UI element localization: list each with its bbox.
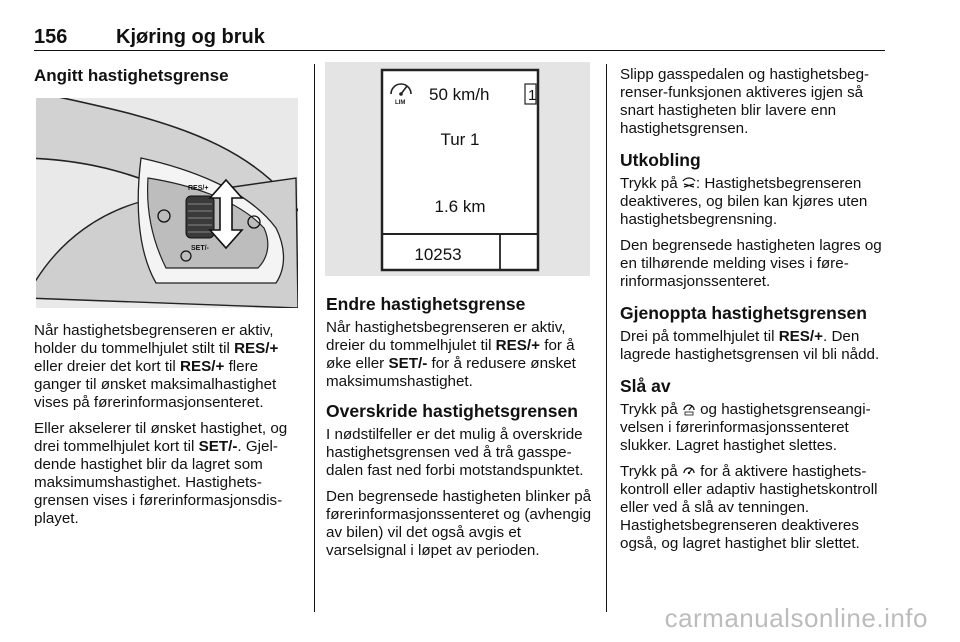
steering-wheel-drawing <box>36 98 298 308</box>
column-divider-2 <box>606 64 607 612</box>
chapter-title: Kjøring og bruk <box>116 26 265 48</box>
column-divider-1 <box>314 64 315 612</box>
paragraph-change-limit: Når hastighetsbegrenseren er aktiv, dreier du tommelhjulet til RES/+ for å øke eller SET/- for å redusere ønsket maksimumshastighet. <box>326 319 576 390</box>
page-badge: 1 <box>528 87 537 104</box>
paragraph-accelerate-set: Eller akselerer til ønsket hastighet, og drei tommelhjulet kort til SET/-. Gjeldende hastighet blir da lagret som maksimumshastighet. Hastighetsgrensen vises i førerinformasjonsdisplayet. <box>34 420 288 527</box>
paragraph-exceed-1: I nødstilfeller er det mulig å overskride hastighetsgrensen ved å trå gasspedalen fast ned forbi motstandspunktet. <box>326 426 584 479</box>
paragraph-deactivate-2: Den begrensede hastigheten lagres og en tilhørende melding vises i førerinformasjonssenteret. <box>620 237 882 290</box>
paragraph-switch-off-1: Trykk på og hastighetsgrenseangivelsen i førerinformasjonssenteret slukker. Lagret hastighet slettes. <box>620 401 871 454</box>
section-heading-resume: Gjenoppta hastighetsgrensen <box>620 303 867 323</box>
page-number: 156 <box>34 26 68 48</box>
paragraph-exceed-2: Den begrensede hastigheten blinker på førerinformasjonssenteret og (avhengig av bilen) vil det også avgis et varselsignal i løpet av perioden. <box>326 488 592 559</box>
section-heading-change-limit: Endre hastighetsgrense <box>326 294 526 314</box>
cruise-control-icon <box>682 464 696 478</box>
paragraph-switch-off-2: Trykk på for å aktivere hastighetskontroll eller adaptiv hastighetskontroll eller ved å slå av tenningen. Hastighetsbegrenseren deaktiveres også, og lagret hastighet blir slettet. <box>620 463 878 552</box>
wheel-label-set: SET/- <box>191 245 209 252</box>
cluster-display-illustration <box>325 62 590 276</box>
odometer-readout: 10253 <box>414 245 462 264</box>
page-header <box>34 26 885 52</box>
section-heading-deactivate: Utkobling <box>620 150 701 170</box>
trip-distance: 1.6 km <box>434 197 486 216</box>
speed-readout: 50 km/h <box>429 85 490 104</box>
lim-label: LIM <box>395 100 406 106</box>
trip-label: Tur 1 <box>440 130 480 149</box>
watermark: carmanualsonline.info <box>664 603 928 633</box>
column-1-body <box>34 322 302 536</box>
section-heading-set-limit: Angitt hastighetsgrense <box>34 66 229 85</box>
section-heading-switch-off: Slå av <box>620 376 671 396</box>
paragraph-deactivate-1: Trykk på : Hastighetsbegrenseren deaktiveres, og bilen kan kjøres uten hastighetsbegrensning. <box>620 175 868 228</box>
section-heading-exceed-limit: Overskride hastighetsgrensen <box>326 401 578 421</box>
column-3 <box>620 66 888 561</box>
cancel-icon <box>682 176 696 190</box>
paragraph-resume: Drei på tommelhjulet til RES/+. Den lagrede hastighetsgrensen vil bli nådd. <box>620 328 880 363</box>
wheel-label-res: RES/+ <box>188 185 209 192</box>
paragraph-release-pedal: Slipp gasspedalen og hastighetsbegrenser-funksjonen aktiveres igjen så snart hastigheten blir lavere enn hastighetsgrensen. <box>620 66 870 137</box>
column-1 <box>34 66 302 92</box>
speed-limiter-icon <box>682 402 696 416</box>
steering-wheel-illustration <box>36 98 298 308</box>
cluster-display-drawing <box>325 62 590 276</box>
header-rule <box>34 50 885 51</box>
column-2 <box>326 294 592 568</box>
paragraph-hold-res: Når hastighetsbegrenseren er aktiv, holder du tommelhjulet stilt til RES/+ eller dreier det kort til RES/+ flere ganger til ønsket maksimalhastighet vises på førerinformasjonsenteret. <box>34 322 279 411</box>
